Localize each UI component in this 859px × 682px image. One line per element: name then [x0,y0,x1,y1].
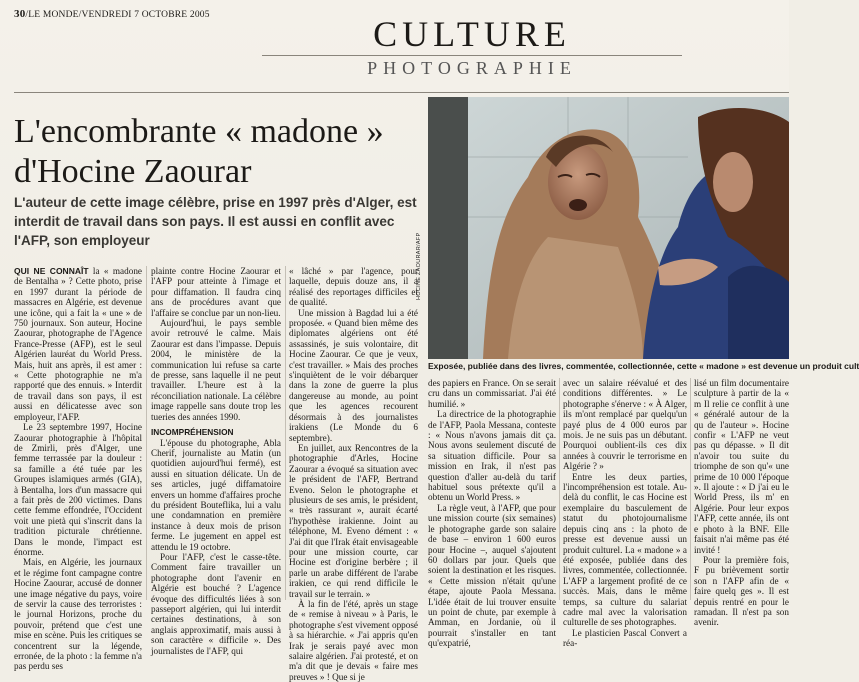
subheading: INCOMPRÉHENSION [151,427,234,438]
article-column-1 [14,266,142,672]
paragraph: En juillet, aux Rencontres de la photographie d'Arles, Hocine Zaourar a évoqué sa situation avec le président de l'AFP, Bertrand Eveno. Selon le photographe et plusieurs de ses amis, le président, « très rassurant », aurait écarté l'hypothèse irakienne. Joint au téléphone, M. Eveno dément : « J'ai dit que l'Irak était envisageable pour une mission courte, car Hocine est d'origine berbère ; il parle un arabe différent de l'arabe irakien, ce qui rend difficile le travail sur le terrain. » [289,442,418,599]
column-divider [690,378,691,600]
headline-line-2: d'Hocine Zaourar [14,153,252,190]
photo-credit: HOCINE ZAOURAR/AFP [416,232,422,300]
column-divider [285,266,286,600]
paragraph: « lâché » par l'agence, pour laquelle, depuis douze ans, il a réalisé des reportages difficiles et de qualité. [289,266,418,308]
paragraph: Aujourd'hui, le pays semble avoir retrouvé le calme. Mais Zaourar est dans l'impasse. Depuis 2004, le ministère de la communication lui refuse sa carte de presse, sans laquelle il ne peut travailler. L'heure est à la réconciliation nationale. La célèbre image rappelle sans doute trop les tueries des années 1990. [151,318,281,422]
paragraph: Entre les deux parties, l'incompréhension est totale. Au-delà du conflit, le cas Hocine est exemplaire du basculement de statut du photojournalisme depuis cinq ans : la photo de presse est devenue aussi un produit culturel. La « madone » a été exposée, publiée dans des livres, commentée, collectionnée. L'AFP a largement profité de ce succès. Mais, dans le même temps, sa culture du salariat cadre mal avec la valorisation culturelle de ses photographes. [563,471,687,628]
paragraph: plainte contre Hocine Zaourar et l'AFP pour atteinte à l'image et pour diffamation. Il faudra cinq ans de procédures avant que l'affaire se conclue par un non-lieu. [151,266,281,318]
page-number: 30 [14,8,26,20]
paragraph: Pour la première fois, F pu brièvement sortir son n l'AFP afin de « faire quelq ges ». Il est depuis rentré en pour le ramadan. Il n'est pa son avenir. [694,554,789,628]
paragraph: La règle veut, à l'AFP, que pour une mission courte (six semaines) le photographe garde son salaire de base – environ 1 600 euros pour Hocine –, auquel s'ajoutent 60 dollars par jour. Quels que soient la destination et les risques. « Cette mission n'était qu'une étape, ajoute Paola Messana. L'idée était de lui trouver ensuite un point de chute, par exemple à Amman, en Jordanie, où il pourrait s'installer en tant qu'expatrié, [428,502,556,649]
paragraph: La directrice de la photographie de l'AFP, Paola Messana, conteste : « Nous n'avons jamais dit ça. Nous avons seulement discuté de sa situation difficile. Pour sa mission en Irak, il n'est pas question d'aller au-delà du tarif habituel sous prétexte qu'il a obtenu un World Press. » [428,409,556,503]
column-divider [146,266,147,600]
paragraph [14,266,142,422]
column-divider [559,378,560,600]
paragraph: À la fin de l'été, après un stage de « remise à niveau » à Paris, le photographe s'est vivement opposé à sa hiérarchie. « J'ai appris qu'en Irak je serais payé avec mon salaire algérien. J'ai protesté, et on m'a dit que je devais « faire mes preuves » ! Que si je [289,599,418,682]
paragraph: Une mission à Bagdad lui a été proposée. « Quand bien même des diplomates algériens ont été assassinés, je suis volontaire, dit Hocine Zaourar. Ce que je veux, c'est travailler. » Mais des proches s'inquiètent de le voir débarquer dans la zone de guerre la plus dangereuse au monde, au point que les agences recourent désormais à des journalistes irakiens (Le Monde du 6 septembre). [289,307,418,443]
madone-photo [428,97,789,359]
paragraph: Mais, en Algérie, les journaux et le régime font campagne contre Hocine Zaourar, accusé de donner une image négative du pays, voire de servir la cause des terroristes : le journal Horizons, proche du pouvoir, prétend que c'est une mise en scène. Puis les critiques se concentrent sur la légende, erronée, de la photo : la femme n'a pas perdu ses [14,557,142,672]
paragraph: L'épouse du photographe, Abla Cherif, journaliste au Matin (un quotidien aujourd'hui fermé), est aussi en situation délicate. Un de ses articles, jugé diffamatoire envers un homme d'affaires proche du président Bouteflika, lui a valu une condamnation en première instance à deux mois de prison ferme. Le jugement en appel est attendu le 19 octobre. [151,437,281,552]
photo-caption: Exposée, publiée dans des livres, commentée, collectionnée, cette « madone » est devenue un produit cult [428,361,859,371]
paragraph: des papiers en France. On se serait cru dans un commissariat. J'ai été humilié. » [428,378,556,409]
headline-line-1: L'encombrante « madone » [14,113,384,150]
article-headline [14,112,419,192]
paragraph: Pour l'AFP, c'est le casse-tête. Comment faire travailler un photographe dont l'avenir en Algérie est bouché ? L'agence évoque des difficultés liées à son passeport algérien, qui lui interdit certaines destinations, à son anglais approximatif, mais aussi à son caractère « difficile ». Des journalistes de l'AFP, qui [151,551,281,656]
section-subrubric: PHOTOGRAPHIE [367,58,577,78]
article-column-4 [428,378,556,649]
rubric-divider [262,55,682,56]
paragraph: avec un salaire réévalué et des conditions différentes. » Le photographe s'énerve : « À Alger, ils m'ont remplacé par quelqu'un payé plus de 4 000 euros par mois. Je ne suis pas un débutant. Pourquoi oublient-ils ces dix années à couvrir le terrorisme en Algérie ? » [563,378,687,472]
article-column-5 [563,378,687,649]
header-rule [14,92,789,93]
page-folio [14,8,210,20]
paragraph-text: la « madone de Bentalha » ? Cette photo, prise en 1997 durant la période de massacres en Algérie, est devenue une icône, qui a fait la « une » de 750 journaux. Son auteur, Hocine Zaourar, photographe de l'Agence France-Presse (AFP), est le seul Algérien lauréat du World Press. Mais, huit ans après, il est amer : « Cette photographie ne m'a rapporté que des ennuis. » Interdit de travail dans son pays, il est aussi en délicatesse avec son employeur, l'AFP. [14,266,142,422]
section-rubric: CULTURE [373,14,571,54]
article-standfirst: L'auteur de cette image célèbre, prise en 1997 près d'Alger, est interdit de travail dans son pays. Il est aussi en conflit avec l'AFP, son employeur [14,195,417,248]
paragraph: Le 23 septembre 1997, Hocine Zaourar photographie à l'hôpital de Zmirli, près d'Alger, une femme terrassée par la douleur : sa famille a été tuée par les Groupes islamiques armés (GIA), à Bentalha, lors d'un massacre qui a fait près de 200 victimes. Dans cette femme effondrée, l'Occident voit une pietà qui s'inscrit dans la tradition picturale chrétienne. Dans le monde, l'impact est énorme. [14,422,142,557]
folio-text: /LE MONDE/VENDREDI 7 OCTOBRE 2005 [25,10,210,20]
paragraph: lisé un film documentaire sculpture à partir de la « m Il relie ce conflit à une « généralé autour de la qu de l'auteur ». Hocine confir « L'AFP ne veut pas qu dépasse. » Il dit n'avoir tou suite du triomphe de son qu'« une prime de 10 000 l'époque ». Il ajoute : « D j'ai eu le World Press, ils m' en Algérie. Pour leur expos l'AFP, cette année, ils ont e photo à la BNF. Elle faisait n'ai même pas été invité ! [694,378,789,555]
paragraph: Le plasticien Pascal Convert a réa- [563,627,687,649]
article-column-3 [289,266,418,682]
article-column-2 [151,266,281,656]
photo-illustration [428,97,789,359]
article-column-6 [694,378,789,628]
lead-in: QUI NE CONNAÎT [14,266,89,276]
